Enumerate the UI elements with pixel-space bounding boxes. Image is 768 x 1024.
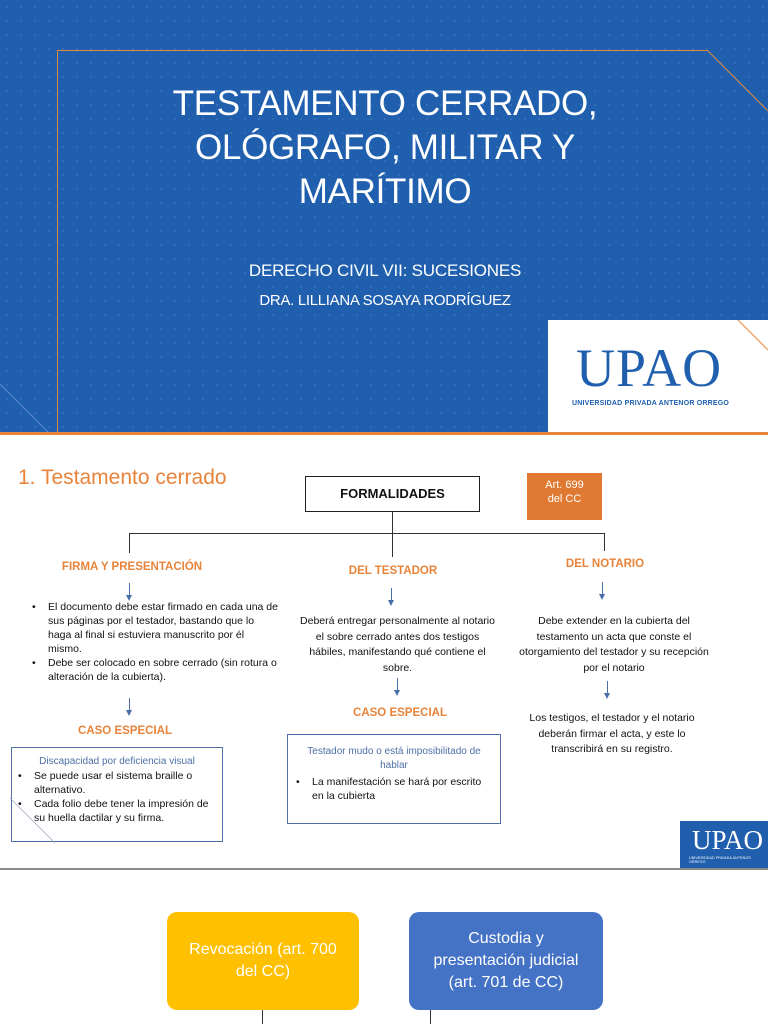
custodia-node-label: Custodia y presentación judicial (art. 701 de CC) bbox=[433, 930, 579, 991]
upao-small-logo-tagline: UNIVERSIDAD PRIVADA ANTENOR ORREGO bbox=[689, 856, 751, 864]
notario-description: Debe extender en la cubierta del testamento un acta que conste el otorgamiento del testador y su recepción por el notario bbox=[519, 615, 709, 674]
title-slide bbox=[0, 0, 768, 432]
nodes-slide bbox=[0, 872, 768, 1024]
article-line-2: del CC bbox=[547, 493, 582, 505]
slide-divider bbox=[0, 432, 768, 435]
notario-signing-text: Los testigos, el testador y el notario deberán firmar el acta, y este lo transcribirá en su registro. bbox=[529, 712, 695, 755]
arrow-down-icon bbox=[387, 588, 397, 606]
course-subtitle: DERECHO CIVIL VII: SUCESIONES bbox=[248, 261, 522, 280]
upao-small-logo bbox=[680, 821, 768, 868]
list-item: • Se puede usar el sistema braille o alternativo. bbox=[16, 769, 218, 797]
arrow-down-icon bbox=[598, 582, 608, 600]
list-item: • Cada folio debe tener la impresión de su huella dactilar y su firma. bbox=[16, 797, 218, 825]
formalidades-box: FORMALIDADES bbox=[305, 476, 480, 512]
special-case-box-mudo bbox=[287, 734, 501, 824]
special-case-box-title: Testador mudo o está imposibilitado de hablar bbox=[307, 746, 481, 771]
title-line-1: TESTAMENTO CERRADO, bbox=[172, 84, 598, 123]
revocacion-node-label: Revocación (art. 700 del CC) bbox=[189, 941, 337, 980]
arrow-down-icon bbox=[603, 681, 613, 699]
custodia-node bbox=[409, 912, 603, 1010]
node-connector bbox=[430, 1010, 431, 1024]
special-case-title: CASO ESPECIAL bbox=[78, 725, 172, 737]
article-line-1: Art. 699 bbox=[545, 479, 584, 491]
upao-logo-text: UPAO bbox=[576, 338, 723, 398]
upao-logo-tagline: UNIVERSIDAD PRIVADA ANTENOR ORREGO bbox=[572, 400, 730, 407]
author-name: DRA. LILLIANA SOSAYA RODRÍGUEZ bbox=[259, 292, 511, 309]
slide-title bbox=[60, 82, 710, 214]
special-case-title: CASO ESPECIAL bbox=[353, 707, 447, 719]
branch-title-testador: DEL TESTADOR bbox=[348, 565, 438, 577]
list-item: • El documento debe estar firmado en cada una de sus páginas por el testador, bastando que lo haga al final si estuviera manuscrito por él mismo. bbox=[30, 600, 280, 656]
revocacion-node bbox=[167, 912, 359, 1010]
special-case-bullets bbox=[294, 775, 494, 803]
list-item: • La manifestación se hará por escrito en la cubierta bbox=[294, 775, 494, 803]
branch-title-notario: DEL NOTARIO bbox=[565, 558, 645, 570]
list-item: • Debe ser colocado en sobre cerrado (sin rotura o alteración de la cubierta). bbox=[30, 656, 280, 684]
slide-divider bbox=[0, 868, 768, 870]
title-line-3: MARÍTIMO bbox=[298, 172, 472, 211]
special-case-box-title: Discapacidad por deficiencia visual bbox=[39, 756, 195, 767]
upao-small-logo-text: UPAO bbox=[692, 825, 764, 855]
branch-title-firma: FIRMA Y PRESENTACIÓN bbox=[61, 561, 203, 573]
node-connector bbox=[262, 1010, 263, 1024]
arrow-down-icon bbox=[393, 678, 403, 696]
diagram-slide bbox=[0, 436, 768, 868]
testador-description: Deberá entregar personalmente al notario el sobre cerrado antes dos testigos hábiles, manifestando qué contiene el sobre. bbox=[300, 615, 495, 674]
section-heading: 1. Testamento cerrado bbox=[18, 466, 227, 489]
upao-logo bbox=[548, 320, 768, 432]
title-line-2: OLÓGRAFO, MILITAR Y bbox=[194, 128, 576, 167]
